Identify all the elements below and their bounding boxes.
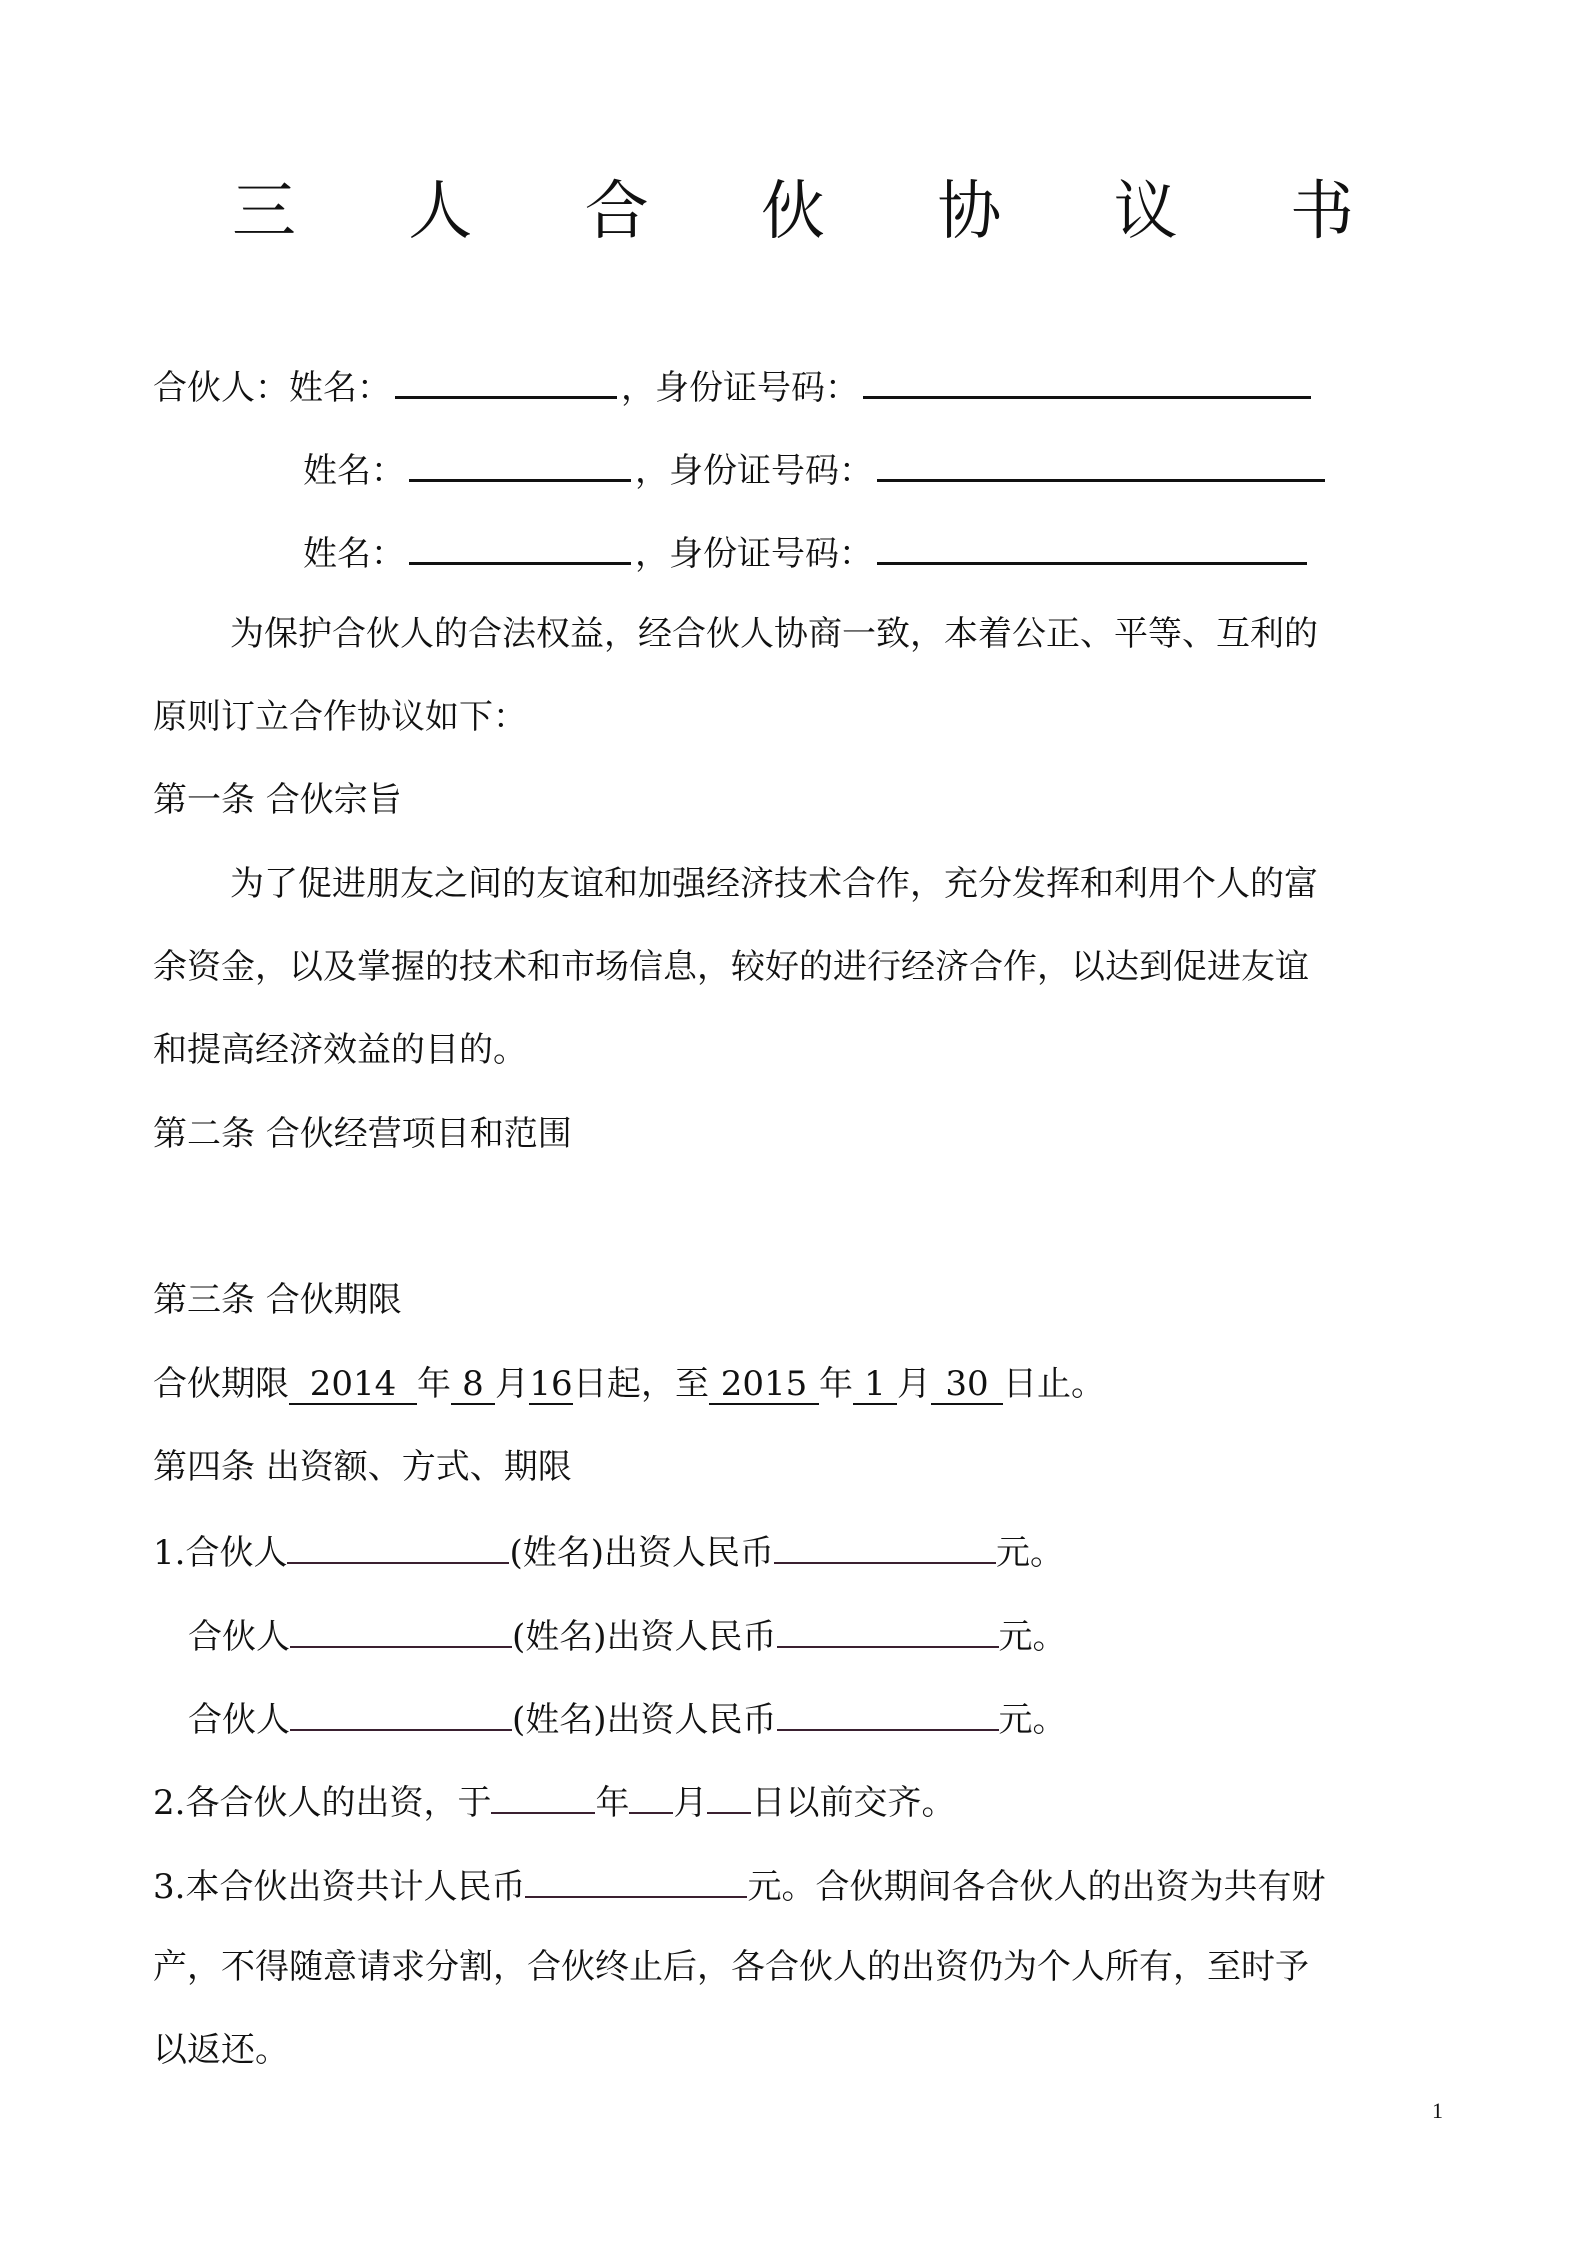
to-label: 日止。: [1003, 1364, 1105, 1404]
item1-number: 1.: [153, 1533, 186, 1573]
article1-line-2: 余资金，以及掌握的技术和市场信息，较好的进行经济合作，以达到促进友谊: [153, 947, 1309, 987]
contribution-amount-field-2[interactable]: [777, 1612, 999, 1648]
total-contribution-line: [153, 1862, 1325, 1909]
end-year-field[interactable]: 2015: [709, 1365, 819, 1405]
id-field-1[interactable]: [863, 362, 1311, 399]
month-label: 月: [897, 1364, 931, 1404]
start-month-field[interactable]: 8: [451, 1365, 495, 1405]
partner-label: 合伙人: [185, 1533, 288, 1573]
preamble-line-2: 原则订立合作协议如下：: [153, 697, 527, 737]
yuan-label: 元。: [995, 1533, 1064, 1573]
item3-text-b: 元。合伙期间各合伙人的出资为共有财: [747, 1867, 1326, 1907]
name-label: 姓名：: [303, 534, 405, 574]
article3-heading: 第三条 合伙期限: [153, 1280, 402, 1320]
partner-row-3: [303, 528, 1311, 576]
partner-row-2: [303, 445, 1329, 493]
name-hint: (姓名)出资人民币: [509, 1533, 774, 1573]
start-day-field[interactable]: 16: [529, 1364, 573, 1404]
partner-row-1: [153, 362, 1315, 410]
article4-heading: 第四条 出资额、方式、期限: [153, 1447, 572, 1487]
partners-label: 合伙人：: [153, 368, 289, 408]
from-label: 日起，至: [573, 1364, 709, 1404]
id-field-2[interactable]: [877, 445, 1325, 482]
item3-line-3: 以返还。: [153, 2030, 289, 2070]
year-label: 年: [417, 1364, 451, 1404]
end-month-field[interactable]: 1: [853, 1365, 897, 1405]
id-label: ，身份证号码：: [635, 534, 873, 574]
id-label: ，身份证号码：: [635, 451, 873, 491]
partnership-term-line: [153, 1362, 1105, 1406]
deadline-year-field[interactable]: [491, 1778, 595, 1814]
contribution-deadline-line: [153, 1778, 955, 1825]
year-label: 年: [819, 1364, 853, 1404]
term-prefix: 合伙期限: [153, 1364, 289, 1404]
contribution-amount-field-1[interactable]: [774, 1528, 996, 1564]
name-hint: (姓名)出资人民币: [512, 1617, 777, 1657]
month-label: 月: [673, 1783, 708, 1823]
contributor-name-field-2[interactable]: [290, 1612, 512, 1648]
name-field-1[interactable]: [395, 362, 617, 399]
article1-heading: 第一条 合伙宗旨: [153, 780, 402, 820]
yuan-label: 元。: [998, 1700, 1067, 1740]
item3-text: 3.本合伙出资共计人民币: [153, 1867, 526, 1907]
deadline-month-field[interactable]: [629, 1778, 673, 1814]
article2-heading: 第二条 合伙经营项目和范围: [153, 1114, 572, 1154]
contribution-amount-field-3[interactable]: [777, 1695, 999, 1731]
partner-label: 合伙人: [188, 1617, 290, 1657]
yuan-label: 元。: [998, 1617, 1067, 1657]
name-label: 姓名：: [303, 451, 405, 491]
preamble-line-1: 为保护合伙人的合法权益，经合伙人协商一致，本着公正、平等、互利的: [230, 614, 1318, 654]
contribution-row-3: [188, 1695, 1067, 1742]
name-field-3[interactable]: [409, 528, 631, 565]
deadline-day-field[interactable]: [707, 1778, 751, 1814]
item3-line-2: 产，不得随意请求分割，合伙终止后，各合伙人的出资仍为个人所有，至时予: [153, 1947, 1309, 1987]
contribution-row-1: [153, 1528, 1064, 1575]
year-label: 年: [595, 1783, 630, 1823]
month-label: 月: [495, 1364, 529, 1404]
page-number: 1: [1432, 2098, 1443, 2123]
item2-text: 2.各合伙人的出资，于: [153, 1783, 492, 1823]
total-amount-field[interactable]: [525, 1862, 747, 1898]
article1-line-1: 为了促进朋友之间的友谊和加强经济技术合作，充分发挥和利用个人的富: [230, 864, 1318, 904]
id-field-3[interactable]: [877, 528, 1307, 565]
id-label: ，身份证号码：: [621, 368, 859, 408]
item2-end: 日以前交齐。: [751, 1783, 956, 1823]
name-field-2[interactable]: [409, 445, 631, 482]
contribution-row-2: [188, 1612, 1067, 1659]
name-hint: (姓名)出资人民币: [512, 1700, 777, 1740]
start-year-field[interactable]: 2014: [289, 1365, 417, 1405]
contributor-name-field-3[interactable]: [290, 1695, 512, 1731]
article1-line-3: 和提高经济效益的目的。: [153, 1030, 527, 1070]
document-title: 三 人 合 伙 协 议 书: [231, 175, 1401, 249]
partner-label: 合伙人: [188, 1700, 290, 1740]
name-label: 姓名：: [289, 368, 391, 408]
contributor-name-field-1[interactable]: [287, 1528, 509, 1564]
end-day-field[interactable]: 30: [931, 1365, 1003, 1405]
